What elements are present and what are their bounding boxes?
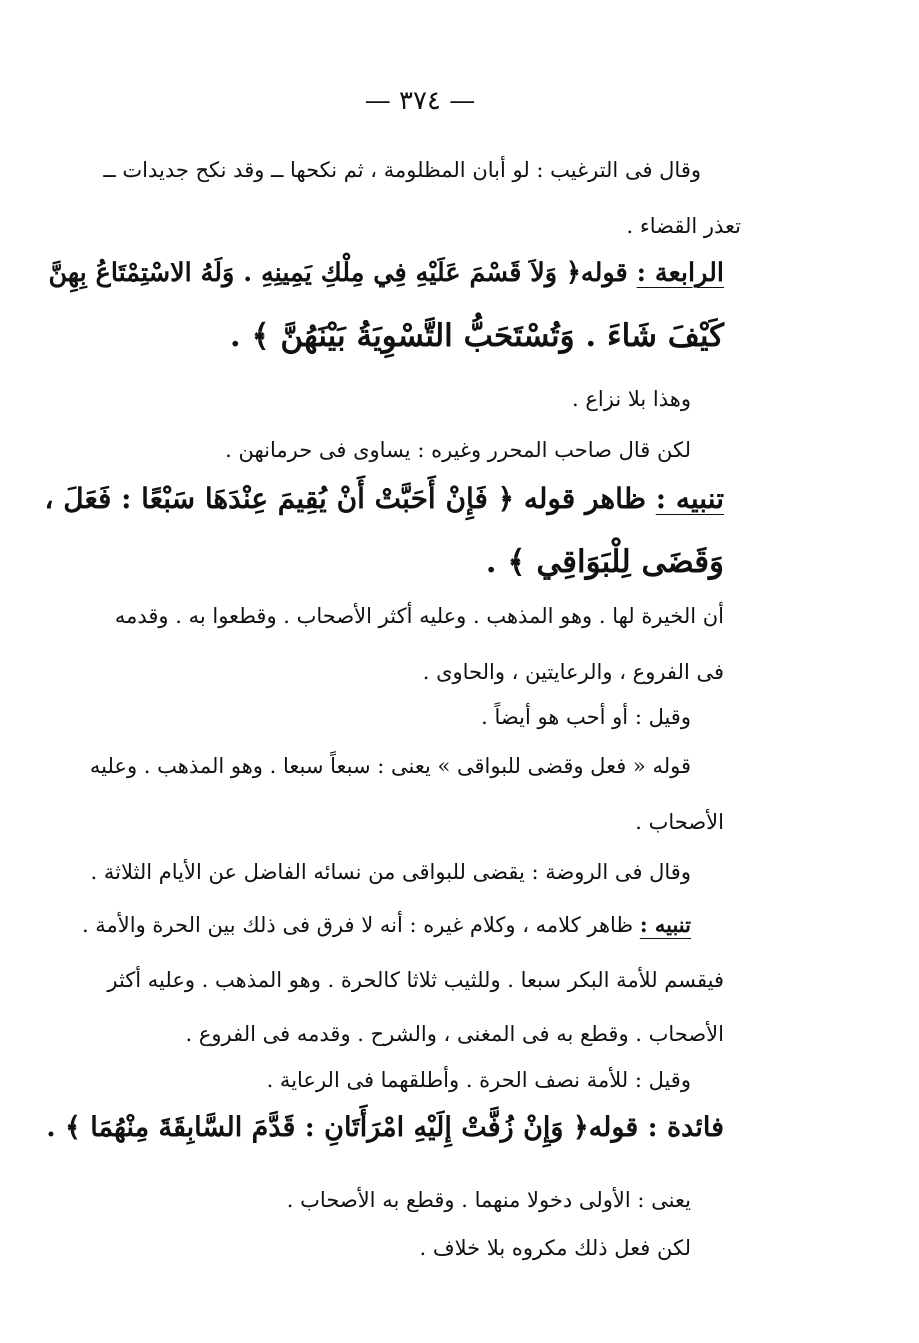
text-line xyxy=(44,482,724,516)
text-line xyxy=(46,1112,724,1144)
text-line xyxy=(572,387,691,412)
text-line xyxy=(91,860,691,885)
line-text: وقال فى الترغيب : لو أبان المظلومة ، ثم نكحها ــ وقد نكح جديدات ــ xyxy=(103,158,701,182)
quran-quote: قوله﴿ وَلاَ قَسْمَ عَلَيْهِ فِي مِلْكِ يَمِينِهِ . وَلَهُ الاسْتِمْتَاعُ بِهِنَّ xyxy=(48,258,637,288)
line-text: وهذا بلا نزاع . xyxy=(572,387,691,411)
text-line xyxy=(287,1188,691,1213)
text-line xyxy=(230,318,724,355)
line-text: ظاهر كلامه ، وكلام غيره : أنه لا فرق فى ذلك بين الحرة والأمة . xyxy=(81,913,640,937)
section-lead: تنبيه : xyxy=(639,912,691,937)
text-line xyxy=(635,810,724,835)
text-line xyxy=(115,604,724,629)
text-line xyxy=(48,258,724,289)
section-lead: تنبيه : xyxy=(655,482,724,515)
section-lead: الرابعة : xyxy=(636,258,724,288)
line-text: تعذر القضاء . xyxy=(626,214,741,238)
line-text: فيقسم للأمة البكر سبعا . وللثيب ثلاثا كالحرة . وهو المذهب . وعليه أكثر xyxy=(107,968,724,992)
line-text: وقيل : للأمة نصف الحرة . وأطلقهما فى الرعاية . xyxy=(266,1068,691,1092)
text-line xyxy=(225,438,691,463)
text-line xyxy=(626,214,741,239)
line-text: وقيل : أو أحب هو أيضاً . xyxy=(481,705,691,729)
text-line xyxy=(486,544,724,581)
text-line xyxy=(82,912,691,938)
text-line xyxy=(481,705,691,730)
quran-quote: كَيْفَ شَاءَ . وَتُسْتَحَبُّ التَّسْوِيَةُ بَيْنَهُنَّ ﴾ . xyxy=(229,318,724,354)
text-line xyxy=(90,754,691,779)
text-line xyxy=(186,1022,724,1047)
text-line xyxy=(107,968,724,993)
line-text: يعنى : الأولى دخولا منهما . وقطع به الأصحاب . xyxy=(286,1188,691,1212)
quran-quote: ظاهر قوله ﴿ فَإِنْ أَحَبَّتْ أَنْ يُقِيمَ عِنْدَهَا سَبْعًا : فَعَلَ ، xyxy=(44,482,656,515)
text-line xyxy=(267,1068,691,1093)
line-text: الأصحاب . xyxy=(635,810,724,834)
text-line xyxy=(103,158,701,183)
line-text: قوله « فعل وقضى للبواقى » يعنى : سبعاً سبعا . وهو المذهب . وعليه xyxy=(89,754,691,778)
text-line xyxy=(423,660,724,685)
line-text: لكن فعل ذلك مكروه بلا خلاف . xyxy=(419,1236,691,1260)
line-text: الأصحاب . وقطع به فى المغنى ، والشرح . وقدمه فى الفروع . xyxy=(185,1022,724,1046)
line-text: وقال فى الروضة : يقضى للبواقى من نسائه الفاضل عن الأيام الثلاثة . xyxy=(90,860,691,884)
line-text: فى الفروع ، والرعايتين ، والحاوى . xyxy=(422,660,724,684)
text-line xyxy=(420,1236,691,1261)
quran-quote: قوله﴿ وَإِنْ زُفَّتْ إِلَيْهِ امْرَأَتَانِ : قَدَّمَ السَّابِقَةَ مِنْهُمَا ﴾ . xyxy=(46,1112,648,1143)
quran-quote: وَقَضَى لِلْبَوَاقِي ﴾ . xyxy=(485,544,724,580)
line-text: أن الخيرة لها . وهو المذهب . وعليه أكثر الأصحاب . وقطعوا به . وقدمه xyxy=(114,604,724,628)
page-number: — ٣٧٤ — xyxy=(364,86,476,116)
section-lead: فائدة : xyxy=(647,1112,724,1143)
line-text: لكن قال صاحب المحرر وغيره : يساوى فى حرمانهن . xyxy=(225,438,691,462)
